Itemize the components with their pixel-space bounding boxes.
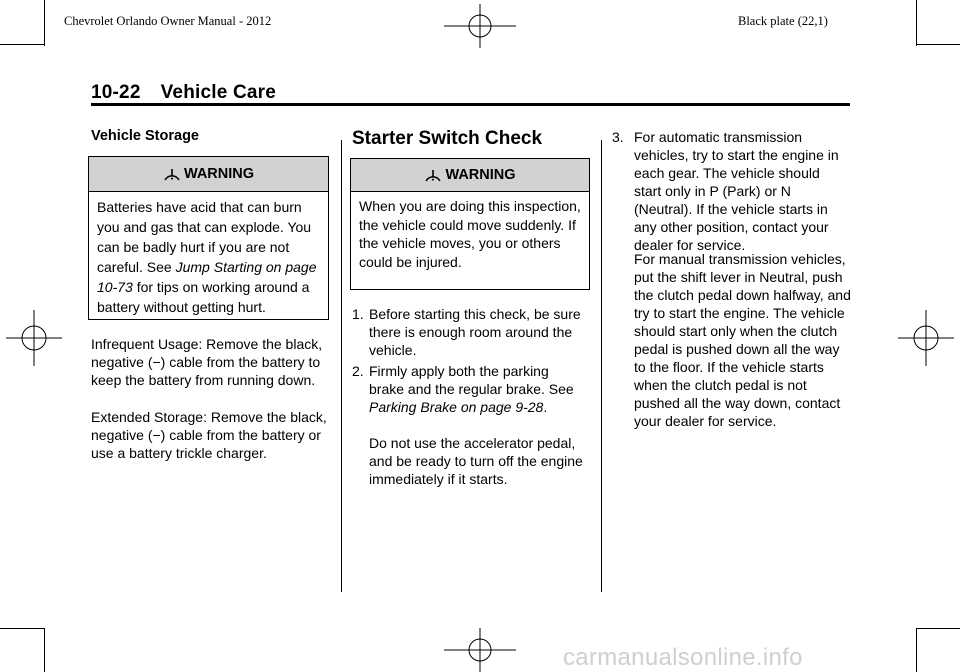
warning-body: When you are doing this inspection, the vehicle could move suddenly. If the vehicle moves, you or others could be injured. xyxy=(359,198,581,270)
page-title xyxy=(91,82,276,104)
infrequent-usage-paragraph: Infrequent Usage: Remove the black, negative (−) cable from the battery to keep the battery from running down. xyxy=(91,336,323,388)
manual-title: Chevrolet Orlando Owner Manual - 2012 xyxy=(64,14,272,28)
crop-mark xyxy=(916,0,917,46)
step-number: 1. xyxy=(352,306,364,322)
page-number: 10-22 xyxy=(91,82,141,103)
column-divider xyxy=(341,140,342,592)
warning-label: WARNING xyxy=(445,167,516,183)
title-rule xyxy=(91,103,850,106)
cross-reference-link[interactable]: Jump Starting on page 10-73 xyxy=(97,259,317,295)
plate-label: Black plate (22,1) xyxy=(738,14,828,28)
step-note: Do not use the accelerator pedal, and be ready to turn off the engine immediately if it starts. xyxy=(369,435,583,487)
crop-mark xyxy=(916,44,960,45)
warning-icon xyxy=(163,165,181,183)
section-title: Vehicle Care xyxy=(160,82,277,103)
step-number: 2. xyxy=(352,363,364,379)
warning-box-starter xyxy=(350,158,590,290)
watermark: carmanualsonline.info xyxy=(563,644,803,671)
starter-switch-heading: Starter Switch Check xyxy=(352,128,543,149)
crop-mark xyxy=(0,44,44,45)
step-note: For manual transmission vehicles, put the shift lever in Neutral, push the clutch pedal down halfway, and try to start the engine. The vehicle should start only when the clutch pedal is pushed down all the way to the floor. If the vehicle starts when the clutch pedal is not pushed all the way down, contact your dealer for service. xyxy=(634,251,851,429)
list-item xyxy=(612,128,844,254)
column-divider xyxy=(601,140,602,592)
cross-reference-link[interactable]: Parking Brake on page 9-28 xyxy=(369,399,544,415)
registration-target-icon xyxy=(444,4,516,48)
step-number: 3. xyxy=(612,129,624,145)
crop-mark xyxy=(0,628,44,629)
extended-storage-paragraph: Extended Storage: Remove the black, negative (−) cable from the battery or use a battery trickle charger. xyxy=(91,409,327,461)
warning-text: Batteries have acid that can burn you and gas that can explode. You can be badly hurt if you are not careful. See xyxy=(97,199,312,275)
step-text: For automatic transmission vehicles, try to start the engine in each gear. The vehicle should start only in P (Park) or N (Neutral). If the vehicle starts in any other position, contact your dealer for service. xyxy=(634,129,839,253)
warning-header xyxy=(351,159,589,192)
warning-header xyxy=(89,157,328,192)
registration-target-icon xyxy=(444,628,516,672)
warning-text: for tips on working around a battery without getting hurt. xyxy=(97,279,310,315)
registration-target-icon xyxy=(6,310,62,366)
crop-mark xyxy=(44,628,45,672)
step-text: Before starting this check, be sure there is enough room around the vehicle. xyxy=(369,306,581,358)
crop-mark xyxy=(916,628,917,672)
registration-target-icon xyxy=(898,310,954,366)
list-item xyxy=(352,305,582,359)
step-text xyxy=(369,362,582,416)
crop-mark xyxy=(916,628,960,629)
vehicle-storage-heading: Vehicle Storage xyxy=(91,128,199,144)
step-text-part: . xyxy=(543,399,548,415)
warning-icon xyxy=(424,166,442,184)
list-item xyxy=(352,362,582,416)
crop-mark xyxy=(44,0,45,46)
warning-body xyxy=(89,192,328,317)
warning-label: WARNING xyxy=(183,166,255,182)
step-text-part: Firmly apply both the parking brake and the regular brake. See xyxy=(369,363,574,397)
warning-box-storage xyxy=(88,156,329,320)
